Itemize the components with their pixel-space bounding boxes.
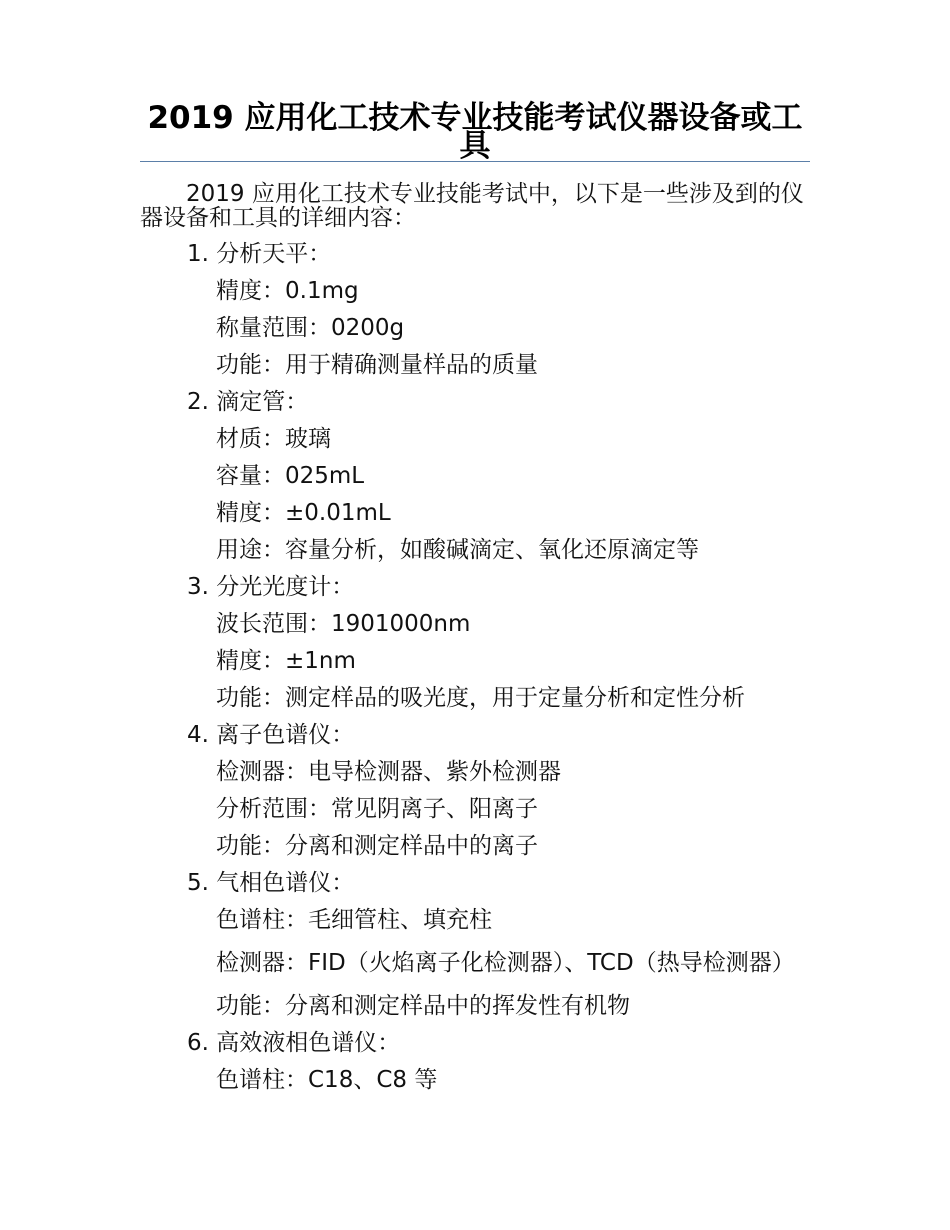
section-detail: 精度：±1nm xyxy=(216,648,356,674)
section-detail: 功能：测定样品的吸光度，用于定量分析和定性分析 xyxy=(216,685,745,711)
intro-paragraph: 2019 应用化工技术专业技能考试中，以下是一些涉及到的仪器设备和工具的详细内容： xyxy=(140,181,804,231)
section-heading: 6. 高效液相色谱仪： xyxy=(187,1030,401,1056)
section-detail: 精度：0.1mg xyxy=(216,278,359,304)
section-heading: 4. 离子色谱仪： xyxy=(187,722,355,748)
section-detail: 色谱柱：C18、C8 等 xyxy=(216,1067,438,1093)
section-detail: 精度：±0.01mL xyxy=(216,500,391,526)
title-underline xyxy=(140,161,810,162)
section-heading: 5. 气相色谱仪： xyxy=(187,870,355,896)
section-detail: 称量范围：0200g xyxy=(216,315,405,341)
section-heading: 3. 分光光度计： xyxy=(187,574,355,600)
document-title: 2019 应用化工技术专业技能考试仪器设备或工具 xyxy=(147,100,803,164)
section-detail: 容量：025mL xyxy=(216,463,365,489)
section-detail: 波长范围：1901000nm xyxy=(216,611,471,637)
section-heading: 2. 滴定管： xyxy=(187,389,309,415)
section-heading: 1. 分析天平： xyxy=(187,241,332,267)
section-detail: 检测器：电导检测器、紫外检测器 xyxy=(216,759,561,785)
section-detail: 功能：分离和测定样品中的挥发性有机物 xyxy=(216,993,630,1019)
section-detail: 材质：玻璃 xyxy=(216,426,331,452)
section-detail: 用途：容量分析，如酸碱滴定、氧化还原滴定等 xyxy=(216,537,699,563)
section-detail: 检测器：FID（火焰离子化检测器）、TCD（热导检测器） xyxy=(216,950,795,976)
section-detail: 色谱柱：毛细管柱、填充柱 xyxy=(216,907,492,933)
section-detail: 功能：分离和测定样品中的离子 xyxy=(216,833,538,859)
section-detail: 功能：用于精确测量样品的质量 xyxy=(216,352,538,378)
equipment-list xyxy=(140,236,810,1099)
section-detail: 分析范围：常见阴离子、阳离子 xyxy=(216,796,538,822)
